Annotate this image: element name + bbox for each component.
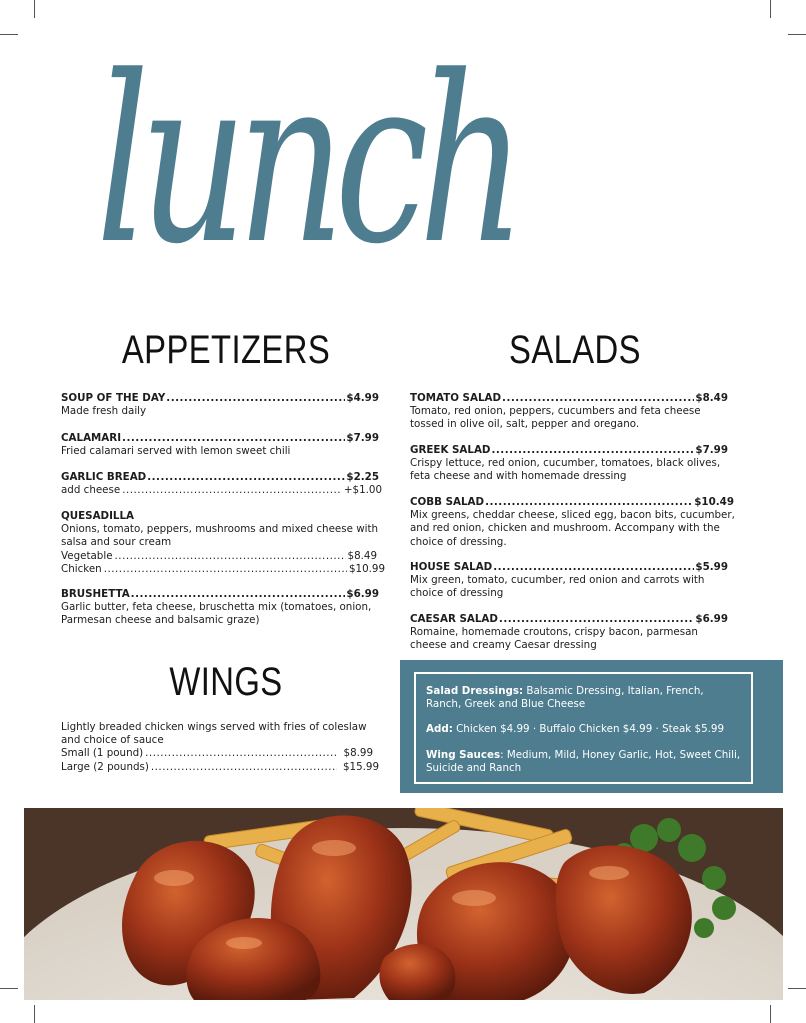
crop-mark <box>34 1005 35 1023</box>
menu-item-tomato-salad <box>410 392 728 432</box>
dressings-info-panel <box>400 660 783 793</box>
option-price: $8.99 <box>343 747 373 760</box>
item-price: $6.99 <box>695 613 728 625</box>
option-label: add cheese <box>61 484 121 497</box>
option-label: Chicken <box>61 562 102 575</box>
add-ons-info: Add: Chicken $4.99 · Buffalo Chicken $4.99 · Steak $5.99 <box>426 723 725 736</box>
item-name: SOUP OF THE DAY <box>61 392 166 404</box>
crop-mark <box>788 988 806 989</box>
option-label: Large (2 pounds) <box>61 760 149 773</box>
crop-mark <box>788 34 806 35</box>
item-price: $4.99 <box>346 392 379 404</box>
item-name: CAESAR SALAD <box>410 613 498 625</box>
item-name: BRUSHETTA <box>61 588 130 600</box>
item-desc: Fried calamari served with lemon sweet chili <box>61 445 291 458</box>
menu-item-caesar-salad <box>410 613 728 653</box>
info-box <box>414 672 753 784</box>
option-price: $15.99 <box>342 760 379 773</box>
item-desc: Tomato, red onion, peppers, cucumbers and feta cheese tossed in olive oil, salt, pepper and oregano. <box>410 405 701 431</box>
appetizers-heading: APPETIZERS <box>121 328 331 372</box>
menu-item-quesadilla <box>61 510 385 576</box>
item-desc: Mix greens, cheddar cheese, sliced egg, bacon bits, cucumber, and red onion, chicken and mushroom. Accompany with the choice of dressing. <box>410 509 735 548</box>
item-price: $6.99 <box>346 588 379 600</box>
crop-mark <box>0 988 18 989</box>
menu-item-garlic-bread <box>61 471 382 497</box>
menu-item-soup <box>61 392 379 418</box>
chicken-wings-photo <box>24 808 783 1000</box>
item-name: TOMATO SALAD <box>410 392 502 404</box>
item-desc: Lightly breaded chicken wings served with fries of coleslaw and choice of sauce <box>61 721 367 747</box>
crop-mark <box>770 1005 771 1023</box>
item-price: $7.99 <box>346 432 379 444</box>
item-name: GARLIC BREAD <box>61 471 147 483</box>
item-price: $5.99 <box>695 561 728 573</box>
item-name: HOUSE SALAD <box>410 561 493 573</box>
item-desc: Onions, tomato, peppers, mushrooms and mixed cheese with salsa and sour cream <box>61 523 379 549</box>
wings-heading: WINGS <box>169 660 283 704</box>
item-desc: Made fresh daily <box>61 405 147 418</box>
option-label: Small (1 pound) <box>61 747 144 760</box>
menu-item-cobb-salad <box>410 496 740 549</box>
item-price: $8.49 <box>695 392 728 404</box>
menu-item-brushetta <box>61 588 379 628</box>
item-name: QUESADILLA <box>61 510 135 522</box>
item-price: $2.25 <box>346 471 379 483</box>
page-title <box>96 40 536 280</box>
dressings-info: Salad Dressings: Balsamic Dressing, Italian, French, Ranch, Greek and Blue Cheese <box>426 685 704 711</box>
item-price: $7.99 <box>695 444 728 456</box>
option-price: $10.99 <box>348 562 385 575</box>
wing-sauces-info: Wing Sauces: Medium, Mild, Honey Garlic, Hot, Sweet Chili, Suicide and Ranch <box>426 748 741 774</box>
crop-mark <box>34 0 35 18</box>
menu-item-wings <box>61 721 379 774</box>
item-price: $10.49 <box>694 496 734 508</box>
item-name: GREEK SALAD <box>410 444 491 456</box>
item-name: COBB SALAD <box>410 496 485 508</box>
crop-mark <box>0 34 18 35</box>
option-price: $8.49 <box>347 549 377 562</box>
item-desc: Mix green, tomato, cucumber, red onion and carrots with choice of dressing <box>410 574 705 600</box>
option-price: +$1.00 <box>343 484 382 497</box>
svg-text:lunch: lunch <box>96 40 516 280</box>
salads-heading: SALADS <box>509 328 641 372</box>
item-desc: Romaine, homemade croutons, crispy bacon, parmesan cheese and creamy Caesar dressing <box>410 626 698 652</box>
wings-illustration <box>24 808 783 1000</box>
option-label: Vegetable <box>61 549 113 562</box>
crop-mark <box>770 0 771 18</box>
menu-item-greek-salad <box>410 444 728 484</box>
item-name: CALAMARI <box>61 432 122 444</box>
menu-item-house-salad <box>410 561 728 601</box>
item-desc: Garlic butter, feta cheese, bruschetta mix (tomatoes, onion, Parmesan cheese and balsamic graze) <box>61 601 372 627</box>
menu-item-calamari <box>61 432 379 458</box>
item-desc: Crispy lettuce, red onion, cucumber, tomatoes, black olives, feta cheese and with homemade dressing <box>410 457 721 483</box>
